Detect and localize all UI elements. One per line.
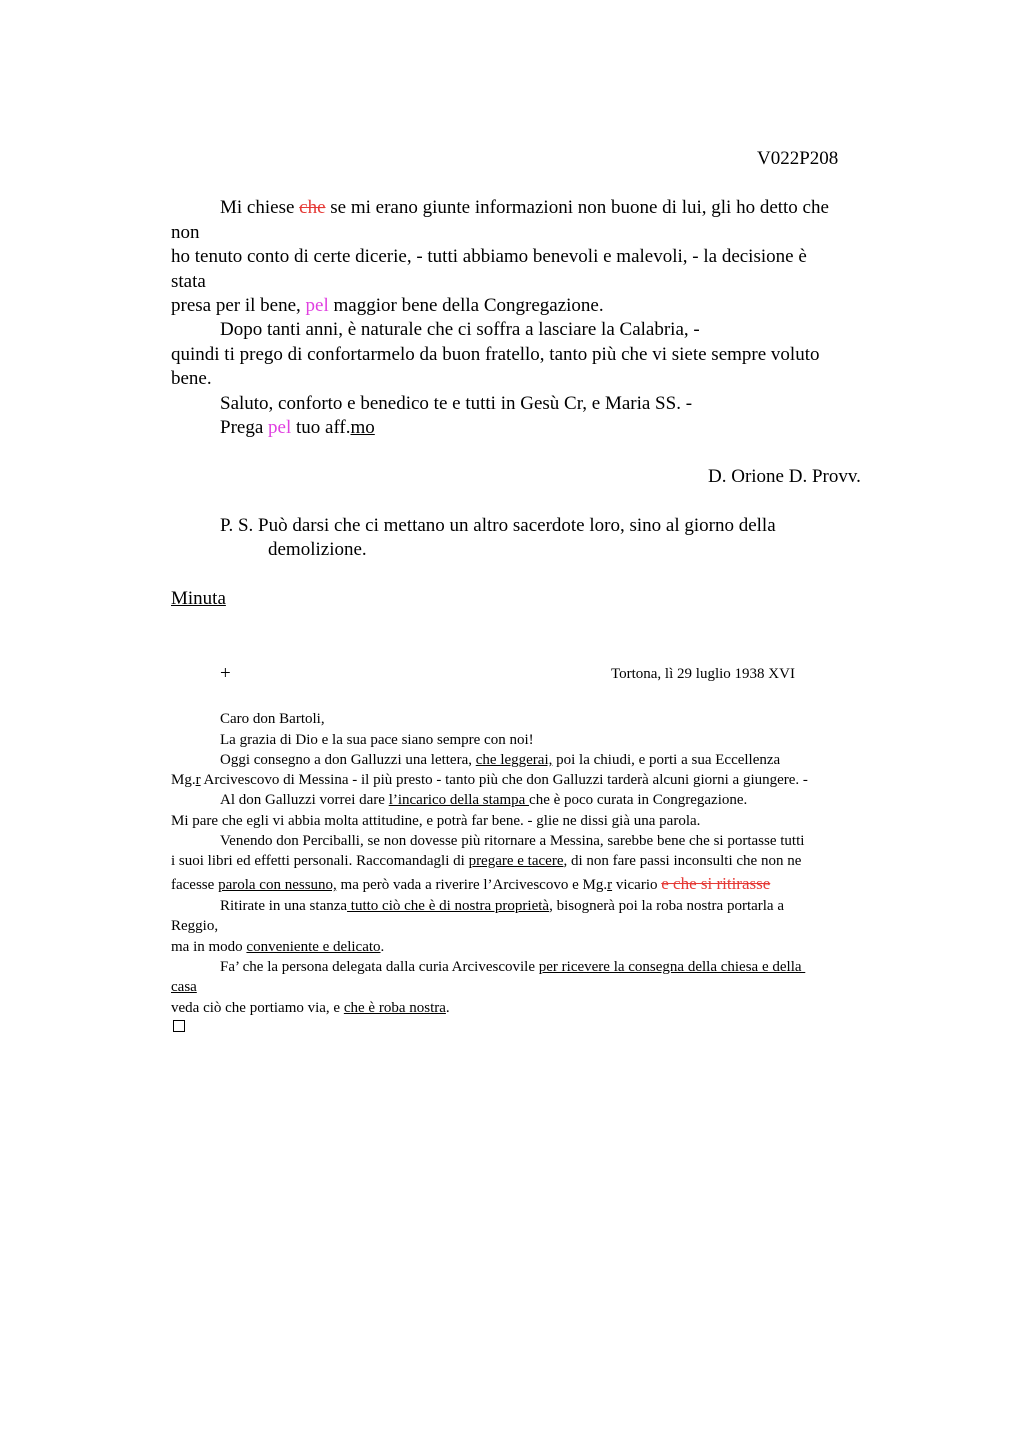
text-line: facesse parola con nessuno, ma però vada a riverire l’Arcivescovo e Mg.r vicario e che si ritirasse (171, 874, 771, 893)
text-line: stata (171, 271, 206, 292)
text-line: presa per il bene, pel maggior bene della Congregazione. (171, 295, 604, 316)
signature: D. Orione D. Provv. (708, 466, 861, 487)
letter-closing: Prega pel tuo aff.mo (220, 417, 375, 438)
text-line: La grazia di Dio e la sua pace siano sempre con noi! (220, 732, 534, 748)
text-line: non (171, 222, 200, 243)
letter-paragraph-3: Saluto, conforto e benedico te e tutti in Gesù Cr, e Maria SS. - (220, 393, 693, 414)
text-line: ho tenuto conto di certe dicerie, - tutti abbiamo benevoli e malevoli, - la decisione è (171, 246, 807, 267)
text-line: Reggio, (171, 918, 219, 934)
text-line: quindi ti prego di confortarmelo da buon fratello, tanto più che vi siete sempre voluto (171, 344, 820, 365)
text-line: demolizione. (268, 539, 367, 560)
highlighted-word: pel (305, 295, 329, 316)
text-line: Oggi consegno a don Galluzzi una lettera, che leggerai, poi la chiudi, e porti a sua Eccellenza (220, 752, 781, 768)
text-line: veda ciò che portiamo via, e che è roba nostra. (171, 1000, 450, 1016)
end-box-mark (173, 1020, 185, 1032)
text-line: Ritirate in una stanza tutto ciò che è di nostra proprietà, bisognerà poi la roba nostra portarla a (220, 898, 784, 914)
text-line: P. S. Può darsi che ci mettano un altro sacerdote loro, sino al giorno della (220, 515, 776, 536)
text-line: bene. (171, 368, 212, 389)
greeting: Caro don Bartoli, (220, 711, 325, 727)
highlighted-word: pel (268, 417, 292, 438)
page-code: V022P208 (757, 148, 839, 169)
text-line: Mg.r Arcivescovo di Messina - il più presto - tanto più che don Galluzzi tarderà alcuni giorni a giungere. - (171, 772, 808, 788)
text-line: Mi pare che egli vi abbia molta attitudine, e potrà far bene. - glie ne dissi già una parola. (171, 813, 701, 829)
minuta-heading: Minuta (171, 588, 226, 609)
text-line: casa (171, 979, 197, 995)
deleted-word: che (299, 197, 326, 218)
text-line: ma in modo conveniente e delicato. (171, 939, 385, 955)
place-date: Tortona, lì 29 luglio 1938 XVI (611, 666, 795, 682)
text-line: Venendo don Perciballi, se non dovesse più ritornare a Messina, sarebbe bene che si portasse tutti (220, 833, 805, 849)
deleted-phrase: e che si ritirasse (661, 874, 771, 893)
cross-symbol: + (220, 663, 231, 684)
text-line: Fa’ che la persona delegata dalla curia Arcivescovile per ricevere la consegna della chiesa e della (220, 959, 806, 975)
text-line: i suoi libri ed effetti personali. Raccomandagli di pregare e tacere, di non fare passi inconsulti che non ne (171, 853, 802, 869)
text-line: Dopo tanti anni, è naturale che ci soffra a lasciare la Calabria, - (220, 319, 700, 340)
text-line: Mi chiese che se mi erano giunte informazioni non buone di lui, gli ho detto che (220, 197, 829, 218)
text-line: Al don Galluzzi vorrei dare l’incarico della stampa che è poco curata in Congregazione. (220, 792, 748, 808)
